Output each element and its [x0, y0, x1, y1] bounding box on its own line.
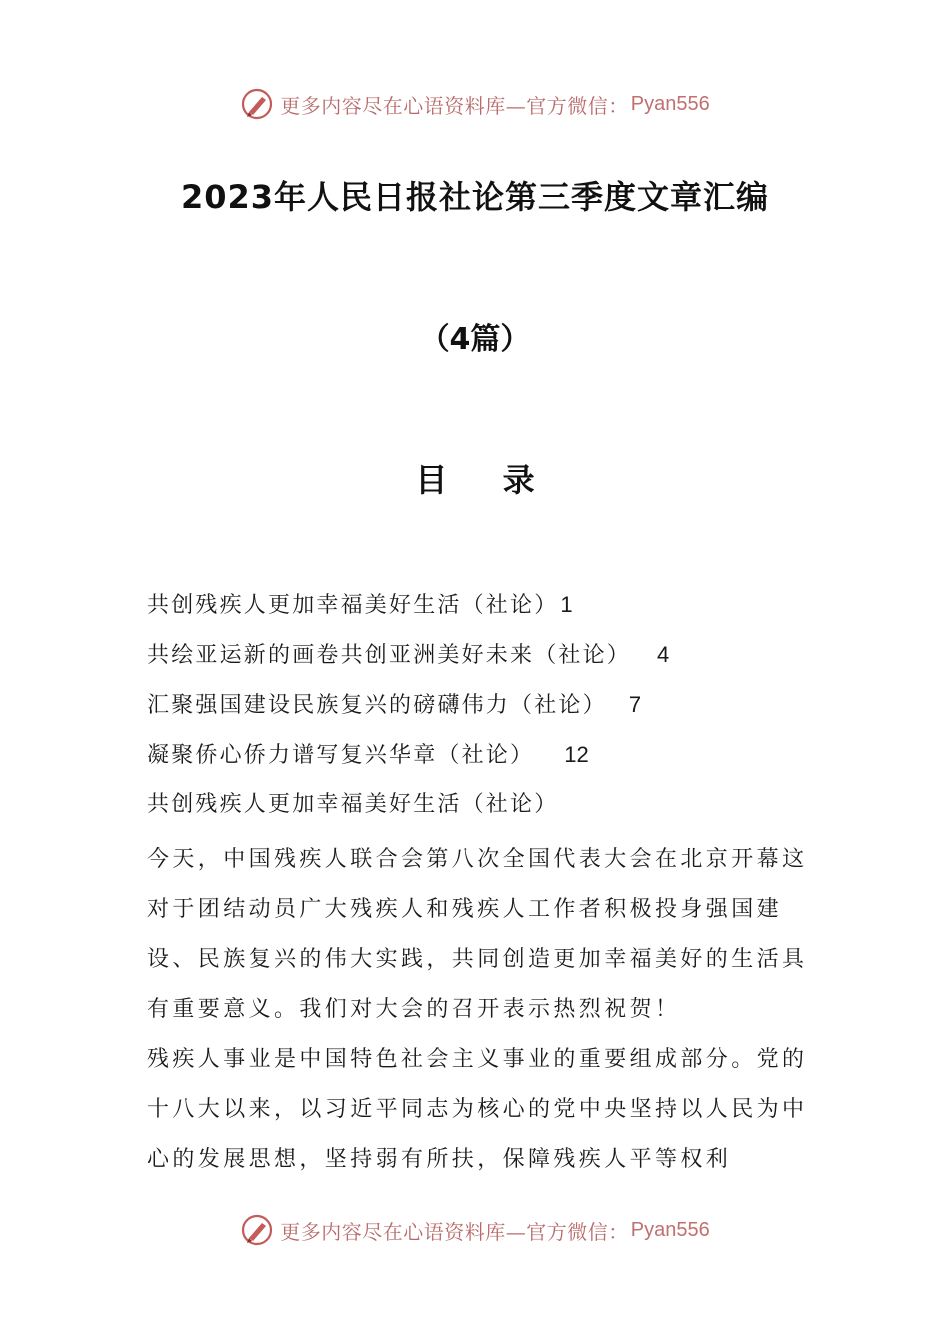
document-title: 2023年人民日报社论第三季度文章汇编	[180, 178, 770, 216]
article-paragraph: 残疾人事业是中国特色社会主义事业的重要组成部分。党的十八大以来，以习近平同志为核心的党中央坚持以人民为中心的发展思想，坚持弱有所扶，保障残疾人平等权利	[147, 1047, 808, 1172]
article-body	[147, 785, 812, 1185]
article-paragraph: 今天，中国残疾人联合会第八次全国代表大会在北京开幕这对于团结动员广大残疾人和残疾人工作者积极投身强国建设、民族复兴的伟大实践，共同创造更加幸福美好的生活具有重要意义。我们对大会的召开表示热烈祝贺！	[147, 847, 808, 1022]
toc-item[interactable]	[147, 635, 827, 685]
toc-item[interactable]	[147, 685, 827, 735]
watermark-text: 更多内容尽在心语资料库—官方微信：	[280, 93, 629, 118]
pen-logo-icon	[240, 87, 274, 121]
pen-logo-icon	[240, 1213, 274, 1247]
toc-heading: 目 录	[415, 461, 557, 499]
table-of-contents	[147, 585, 827, 785]
toc-item-page: 12	[564, 742, 589, 767]
watermark-wechat-id: Pyan556	[630, 92, 710, 115]
article-heading: 共创残疾人更加幸福美好生活（社论）	[147, 792, 559, 817]
toc-item-page: 1	[560, 592, 573, 617]
watermark-header	[0, 84, 950, 124]
toc-item[interactable]	[147, 585, 827, 635]
toc-item-label: 共创残疾人更加幸福美好生活（社论）	[147, 593, 559, 618]
toc-item-label: 汇聚强国建设民族复兴的磅礴伟力（社论）	[147, 693, 607, 718]
toc-item-label: 共绘亚运新的画卷共创亚洲美好未来（社论）	[147, 643, 632, 668]
toc-item-page: 7	[628, 692, 642, 717]
toc-item-page: 4	[657, 642, 670, 667]
watermark-text: 更多内容尽在心语资料库—官方微信：	[280, 1219, 629, 1244]
watermark-footer	[0, 1210, 950, 1250]
toc-item-label: 凝聚侨心侨力谱写复兴华章（社论）	[147, 743, 535, 768]
document-subtitle: （4篇）	[419, 322, 531, 357]
watermark-wechat-id: Pyan556	[630, 1218, 710, 1241]
toc-item[interactable]	[147, 735, 827, 785]
